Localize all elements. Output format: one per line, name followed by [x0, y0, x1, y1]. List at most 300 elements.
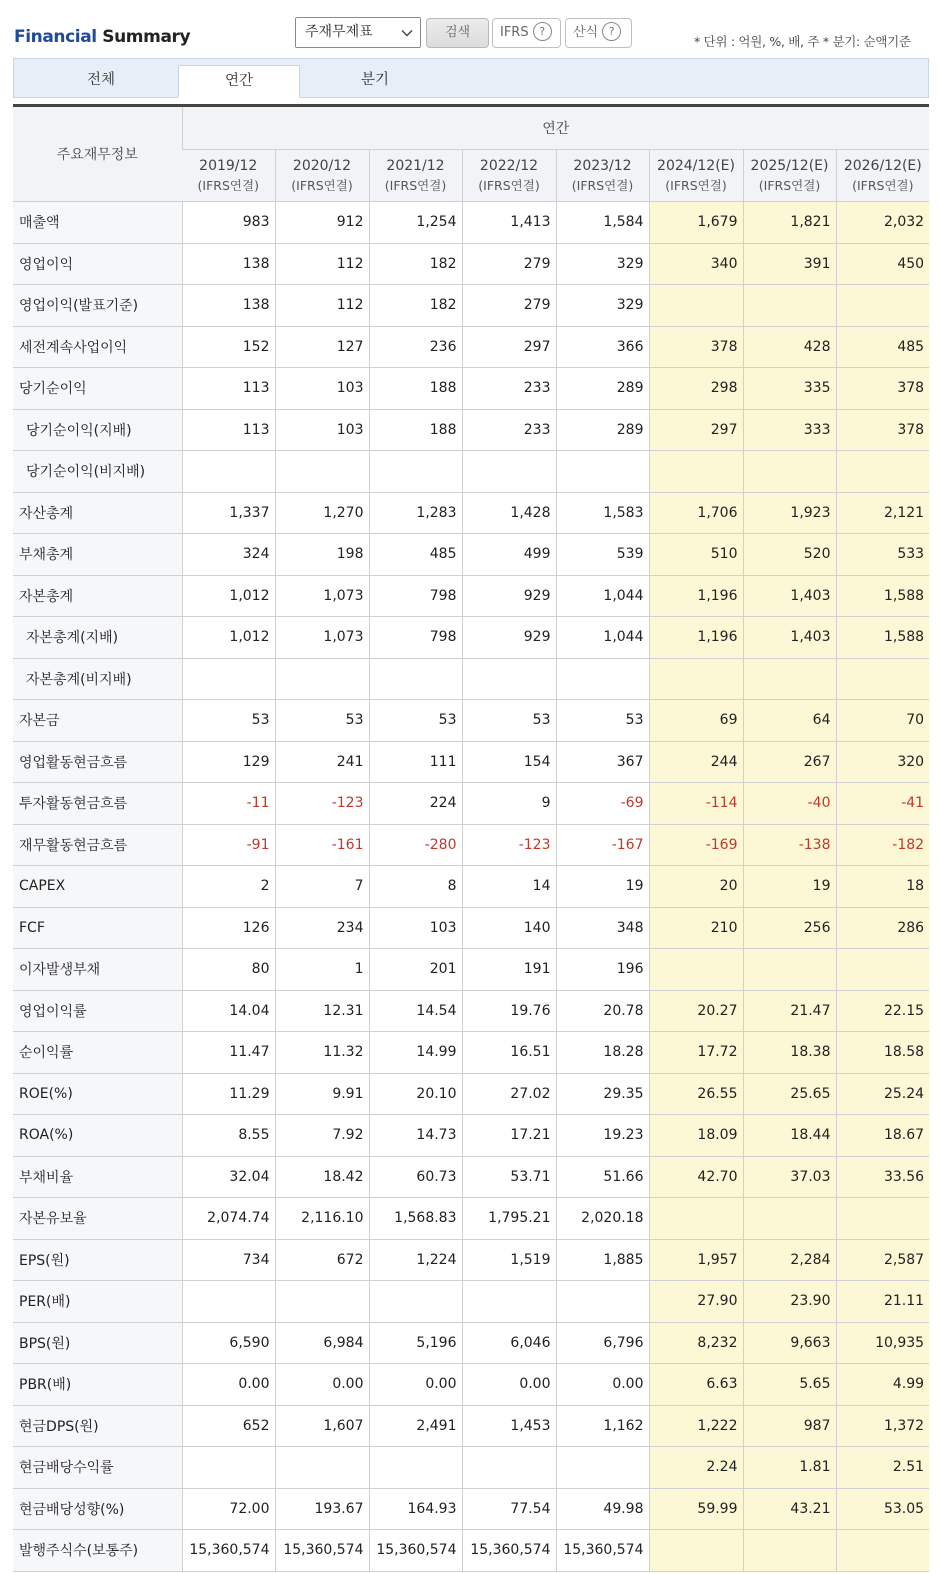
row-label: 부채비율 — [13, 1156, 182, 1198]
row-label: 세전계속사업이익 — [13, 326, 182, 368]
period-date: 2023/12 — [573, 157, 632, 174]
value-cell: -138 — [743, 824, 836, 866]
value-cell: 152 — [182, 326, 275, 368]
table-row — [13, 1198, 929, 1240]
value-cell: 193.67 — [275, 1488, 369, 1530]
period-basis: (IFRS연결) — [758, 177, 821, 193]
value-cell — [743, 451, 836, 493]
value-cell: 1,568.83 — [369, 1198, 462, 1240]
value-cell — [462, 658, 556, 700]
table-row — [13, 202, 929, 244]
report-type-select[interactable] — [295, 17, 421, 48]
value-cell: 1,706 — [649, 492, 743, 534]
value-cell: 112 — [275, 243, 369, 285]
value-cell: 798 — [369, 617, 462, 659]
period-date: 2024/12(E) — [657, 157, 735, 174]
period-header — [836, 150, 929, 202]
table-row — [13, 1156, 929, 1198]
value-cell — [836, 451, 929, 493]
value-cell: 286 — [836, 907, 929, 949]
value-cell: 1,012 — [182, 575, 275, 617]
table-row — [13, 534, 929, 576]
value-cell: 0.00 — [462, 1364, 556, 1406]
value-cell: -182 — [836, 824, 929, 866]
value-cell: 23.90 — [743, 1281, 836, 1323]
value-cell: 8 — [369, 866, 462, 908]
value-cell: 2,074.74 — [182, 1198, 275, 1240]
value-cell: 27.90 — [649, 1281, 743, 1323]
chevron-down-icon — [401, 27, 413, 39]
value-cell: 798 — [369, 575, 462, 617]
value-cell: 25.24 — [836, 1073, 929, 1115]
value-cell: 378 — [649, 326, 743, 368]
value-cell: 0.00 — [556, 1364, 649, 1406]
period-basis: (IFRS연결) — [478, 177, 540, 193]
table-row — [13, 575, 929, 617]
value-cell: 267 — [743, 741, 836, 783]
value-cell: 32.04 — [182, 1156, 275, 1198]
row-label: 현금배당수익률 — [13, 1447, 182, 1489]
table-row — [13, 1364, 929, 1406]
value-cell: 279 — [462, 243, 556, 285]
value-cell: 929 — [462, 617, 556, 659]
value-cell: 12.31 — [275, 990, 369, 1032]
value-cell: 652 — [182, 1405, 275, 1447]
value-cell: 111 — [369, 741, 462, 783]
value-cell: 5.65 — [743, 1364, 836, 1406]
value-cell: 9 — [462, 783, 556, 825]
value-cell: 17.72 — [649, 1032, 743, 1074]
row-label: 영업활동현금흐름 — [13, 741, 182, 783]
row-label: 자본총계(비지배) — [13, 658, 182, 700]
annual-group-header: 연간 — [182, 106, 929, 150]
value-cell: 127 — [275, 326, 369, 368]
table-row — [13, 1073, 929, 1115]
row-label: PER(배) — [13, 1281, 182, 1323]
value-cell: 2,020.18 — [556, 1198, 649, 1240]
value-cell: 103 — [275, 368, 369, 410]
value-cell: 201 — [369, 949, 462, 991]
value-cell: 672 — [275, 1239, 369, 1281]
value-cell: 140 — [462, 907, 556, 949]
table-row — [13, 1115, 929, 1157]
value-cell: 912 — [275, 202, 369, 244]
value-cell: 19 — [556, 866, 649, 908]
value-cell: 19.23 — [556, 1115, 649, 1157]
value-cell: 2,491 — [369, 1405, 462, 1447]
period-basis: (IFRS연결) — [197, 177, 259, 193]
value-cell: 1,196 — [649, 575, 743, 617]
financial-table — [13, 104, 929, 1572]
value-cell: 233 — [462, 368, 556, 410]
row-label: 재무활동현금흐름 — [13, 824, 182, 866]
value-cell: 49.98 — [556, 1488, 649, 1530]
period-basis: (IFRS연결) — [852, 177, 914, 193]
row-label: 투자활동현금흐름 — [13, 783, 182, 825]
value-cell: 53 — [462, 700, 556, 742]
value-cell: 1,073 — [275, 575, 369, 617]
value-cell: 21.11 — [836, 1281, 929, 1323]
row-label: ROE(%) — [13, 1073, 182, 1115]
value-cell: 1,821 — [743, 202, 836, 244]
value-cell: 7 — [275, 866, 369, 908]
value-cell: 1,957 — [649, 1239, 743, 1281]
table-row — [13, 658, 929, 700]
value-cell: 164.93 — [369, 1488, 462, 1530]
value-cell: 53 — [182, 700, 275, 742]
value-cell: 18.67 — [836, 1115, 929, 1157]
value-cell — [836, 1198, 929, 1240]
value-cell: 1,795.21 — [462, 1198, 556, 1240]
formula-label: 산식 — [573, 25, 599, 40]
value-cell: 224 — [369, 783, 462, 825]
table-row — [13, 285, 929, 327]
row-label: 자본금 — [13, 700, 182, 742]
value-cell: 15,360,574 — [462, 1530, 556, 1572]
value-cell: 279 — [462, 285, 556, 327]
value-cell: 198 — [275, 534, 369, 576]
value-cell: 734 — [182, 1239, 275, 1281]
value-cell: 233 — [462, 409, 556, 451]
value-cell: 539 — [556, 534, 649, 576]
value-cell: 59.99 — [649, 1488, 743, 1530]
period-basis: (IFRS연결) — [291, 177, 353, 193]
row-label: 부채총계 — [13, 534, 182, 576]
report-type-value: 주재무제표 — [305, 24, 373, 40]
value-cell: 18.58 — [836, 1032, 929, 1074]
value-cell: 1,519 — [462, 1239, 556, 1281]
value-cell: 10,935 — [836, 1322, 929, 1364]
value-cell: 378 — [836, 409, 929, 451]
value-cell: 320 — [836, 741, 929, 783]
value-cell: 1,012 — [182, 617, 275, 659]
value-cell: 2,121 — [836, 492, 929, 534]
value-cell: 29.35 — [556, 1073, 649, 1115]
value-cell: -91 — [182, 824, 275, 866]
value-cell: 329 — [556, 285, 649, 327]
table-row — [13, 1530, 929, 1572]
value-cell: 182 — [369, 243, 462, 285]
value-cell — [275, 658, 369, 700]
value-cell: 138 — [182, 243, 275, 285]
value-cell: 26.55 — [649, 1073, 743, 1115]
period-header — [182, 150, 275, 202]
period-header — [556, 150, 649, 202]
value-cell: 188 — [369, 368, 462, 410]
value-cell: 60.73 — [369, 1156, 462, 1198]
table-row — [13, 783, 929, 825]
table-row — [13, 1405, 929, 1447]
value-cell: 348 — [556, 907, 649, 949]
value-cell: 6.63 — [649, 1364, 743, 1406]
value-cell: 53 — [369, 700, 462, 742]
value-cell: 2.24 — [649, 1447, 743, 1489]
value-cell: 77.54 — [462, 1488, 556, 1530]
table-row — [13, 824, 929, 866]
table-row — [13, 907, 929, 949]
value-cell: 485 — [369, 534, 462, 576]
value-cell: -123 — [462, 824, 556, 866]
value-cell — [649, 1530, 743, 1572]
value-cell — [836, 658, 929, 700]
value-cell: 1,337 — [182, 492, 275, 534]
value-cell: 72.00 — [182, 1488, 275, 1530]
value-cell: -167 — [556, 824, 649, 866]
value-cell: 236 — [369, 326, 462, 368]
value-cell — [649, 949, 743, 991]
period-date: 2025/12(E) — [750, 157, 829, 174]
period-date: 2019/12 — [199, 157, 258, 174]
value-cell — [743, 285, 836, 327]
value-cell: 80 — [182, 949, 275, 991]
value-cell: 1,588 — [836, 575, 929, 617]
value-cell: 2.51 — [836, 1447, 929, 1489]
value-cell: 27.02 — [462, 1073, 556, 1115]
value-cell: 112 — [275, 285, 369, 327]
value-cell — [462, 1281, 556, 1323]
value-cell — [743, 658, 836, 700]
ifrs-help-button[interactable] — [492, 18, 561, 48]
value-cell: 1,073 — [275, 617, 369, 659]
value-cell: 1,044 — [556, 617, 649, 659]
value-cell: 37.03 — [743, 1156, 836, 1198]
value-cell: 11.47 — [182, 1032, 275, 1074]
value-cell: 188 — [369, 409, 462, 451]
value-cell: 210 — [649, 907, 743, 949]
value-cell — [369, 451, 462, 493]
value-cell: 297 — [649, 409, 743, 451]
value-cell: 1.81 — [743, 1447, 836, 1489]
value-cell: 1,428 — [462, 492, 556, 534]
period-header — [649, 150, 743, 202]
value-cell: 14.54 — [369, 990, 462, 1032]
value-cell: 391 — [743, 243, 836, 285]
value-cell — [836, 285, 929, 327]
period-basis: (IFRS연결) — [665, 177, 727, 193]
value-cell: 289 — [556, 409, 649, 451]
value-cell: 14 — [462, 866, 556, 908]
row-label: 발행주식수(보통주) — [13, 1530, 182, 1572]
tab-all[interactable]: 전체 — [86, 72, 115, 88]
row-label: 자산총계 — [13, 492, 182, 534]
value-cell — [836, 1530, 929, 1572]
row-label: 영업이익(발표기준) — [13, 285, 182, 327]
value-cell: 499 — [462, 534, 556, 576]
table-row — [13, 990, 929, 1032]
value-cell: 234 — [275, 907, 369, 949]
value-cell — [743, 1198, 836, 1240]
value-cell: 1,372 — [836, 1405, 929, 1447]
period-date: 2020/12 — [292, 157, 352, 174]
value-cell: 103 — [275, 409, 369, 451]
period-header — [275, 150, 369, 202]
value-cell — [275, 1281, 369, 1323]
value-cell: 1,583 — [556, 492, 649, 534]
value-cell: 20 — [649, 866, 743, 908]
row-label: 영업이익률 — [13, 990, 182, 1032]
formula-help-button[interactable] — [565, 18, 632, 48]
value-cell: -280 — [369, 824, 462, 866]
title-part1: Financial — [14, 27, 97, 47]
value-cell: 6,984 — [275, 1322, 369, 1364]
value-cell — [649, 451, 743, 493]
value-cell: 14.99 — [369, 1032, 462, 1074]
value-cell: 324 — [182, 534, 275, 576]
value-cell: 17.21 — [462, 1115, 556, 1157]
value-cell: 20.10 — [369, 1073, 462, 1115]
value-cell — [743, 1530, 836, 1572]
table-row — [13, 1281, 929, 1323]
value-cell: 241 — [275, 741, 369, 783]
value-cell: -40 — [743, 783, 836, 825]
table-row — [13, 409, 929, 451]
value-cell: 1,224 — [369, 1239, 462, 1281]
value-cell: 9.91 — [275, 1073, 369, 1115]
period-header — [462, 150, 556, 202]
value-cell — [462, 1447, 556, 1489]
value-cell — [649, 658, 743, 700]
value-cell: 929 — [462, 575, 556, 617]
search-button[interactable]: 검색 — [426, 18, 489, 48]
row-label: 당기순이익(지배) — [13, 409, 182, 451]
row-label: 자본총계(지배) — [13, 617, 182, 659]
value-cell: 182 — [369, 285, 462, 327]
table-row — [13, 243, 929, 285]
value-cell: 15,360,574 — [369, 1530, 462, 1572]
value-cell — [182, 1281, 275, 1323]
value-cell: 69 — [649, 700, 743, 742]
table-row — [13, 1239, 929, 1281]
value-cell: -41 — [836, 783, 929, 825]
period-tab-bar — [13, 58, 929, 98]
value-cell: 1,044 — [556, 575, 649, 617]
value-cell: 1,885 — [556, 1239, 649, 1281]
value-cell — [556, 658, 649, 700]
value-cell — [275, 451, 369, 493]
value-cell: 297 — [462, 326, 556, 368]
value-cell: 21.47 — [743, 990, 836, 1032]
value-cell: 2 — [182, 866, 275, 908]
value-cell: -169 — [649, 824, 743, 866]
value-cell: 450 — [836, 243, 929, 285]
value-cell: -114 — [649, 783, 743, 825]
value-cell: 987 — [743, 1405, 836, 1447]
value-cell: 18.09 — [649, 1115, 743, 1157]
period-basis: (IFRS연결) — [384, 177, 447, 193]
value-cell: 11.29 — [182, 1073, 275, 1115]
value-cell: 18 — [836, 866, 929, 908]
table-row — [13, 1032, 929, 1074]
value-cell: 0.00 — [275, 1364, 369, 1406]
value-cell: 15,360,574 — [275, 1530, 369, 1572]
value-cell: 15,360,574 — [182, 1530, 275, 1572]
value-cell: 1,196 — [649, 617, 743, 659]
value-cell: 5,196 — [369, 1322, 462, 1364]
value-cell: 6,796 — [556, 1322, 649, 1364]
tab-quarterly[interactable]: 분기 — [360, 72, 389, 88]
value-cell — [275, 1447, 369, 1489]
period-date: 2026/12(E) — [843, 157, 922, 174]
period-basis: (IFRS연결) — [571, 177, 634, 193]
value-cell: 53 — [556, 700, 649, 742]
value-cell: 196 — [556, 949, 649, 991]
value-cell — [649, 285, 743, 327]
value-cell: 244 — [649, 741, 743, 783]
value-cell: 126 — [182, 907, 275, 949]
row-label: 이자발생부채 — [13, 949, 182, 991]
value-cell: -11 — [182, 783, 275, 825]
value-cell: 1,270 — [275, 492, 369, 534]
value-cell: -161 — [275, 824, 369, 866]
row-label: 현금배당성향(%) — [13, 1488, 182, 1530]
value-cell: 103 — [369, 907, 462, 949]
value-cell: 19.76 — [462, 990, 556, 1032]
table-row — [13, 949, 929, 991]
value-cell: 0.00 — [369, 1364, 462, 1406]
row-label: 매출액 — [13, 202, 182, 244]
value-cell — [649, 1198, 743, 1240]
value-cell: 154 — [462, 741, 556, 783]
value-cell: 2,116.10 — [275, 1198, 369, 1240]
value-cell — [182, 451, 275, 493]
value-cell: 18.44 — [743, 1115, 836, 1157]
value-cell: 1,162 — [556, 1405, 649, 1447]
value-cell: 14.04 — [182, 990, 275, 1032]
value-cell: 335 — [743, 368, 836, 410]
value-cell: 53.05 — [836, 1488, 929, 1530]
value-cell — [743, 949, 836, 991]
value-cell: 8.55 — [182, 1115, 275, 1157]
table-row — [13, 741, 929, 783]
value-cell: 340 — [649, 243, 743, 285]
value-cell: 1,403 — [743, 617, 836, 659]
value-cell — [556, 1281, 649, 1323]
value-cell: 15,360,574 — [556, 1530, 649, 1572]
row-label: 당기순이익(비지배) — [13, 451, 182, 493]
label-column-header: 주요재무정보 — [13, 106, 182, 202]
value-cell: 19 — [743, 866, 836, 908]
value-cell: 20.78 — [556, 990, 649, 1032]
value-cell: 18.28 — [556, 1032, 649, 1074]
value-cell: 4.99 — [836, 1364, 929, 1406]
table-row — [13, 368, 929, 410]
table-row — [13, 1488, 929, 1530]
value-cell: 329 — [556, 243, 649, 285]
value-cell: 333 — [743, 409, 836, 451]
value-cell: 533 — [836, 534, 929, 576]
value-cell: 113 — [182, 368, 275, 410]
question-icon: ? — [602, 22, 621, 41]
value-cell: 138 — [182, 285, 275, 327]
value-cell: 11.32 — [275, 1032, 369, 1074]
value-cell: 428 — [743, 326, 836, 368]
value-cell: 18.38 — [743, 1032, 836, 1074]
tab-annual[interactable]: 연간 — [178, 65, 300, 98]
value-cell: 366 — [556, 326, 649, 368]
table-row — [13, 617, 929, 659]
value-cell: 1 — [275, 949, 369, 991]
value-cell: 9,663 — [743, 1322, 836, 1364]
table-row — [13, 1447, 929, 1489]
row-label: 당기순이익 — [13, 368, 182, 410]
value-cell: 1,607 — [275, 1405, 369, 1447]
value-cell — [836, 949, 929, 991]
value-cell: 6,590 — [182, 1322, 275, 1364]
value-cell: 20.27 — [649, 990, 743, 1032]
row-label: 자본총계 — [13, 575, 182, 617]
value-cell: 1,222 — [649, 1405, 743, 1447]
title-part2: Summary — [102, 27, 191, 47]
